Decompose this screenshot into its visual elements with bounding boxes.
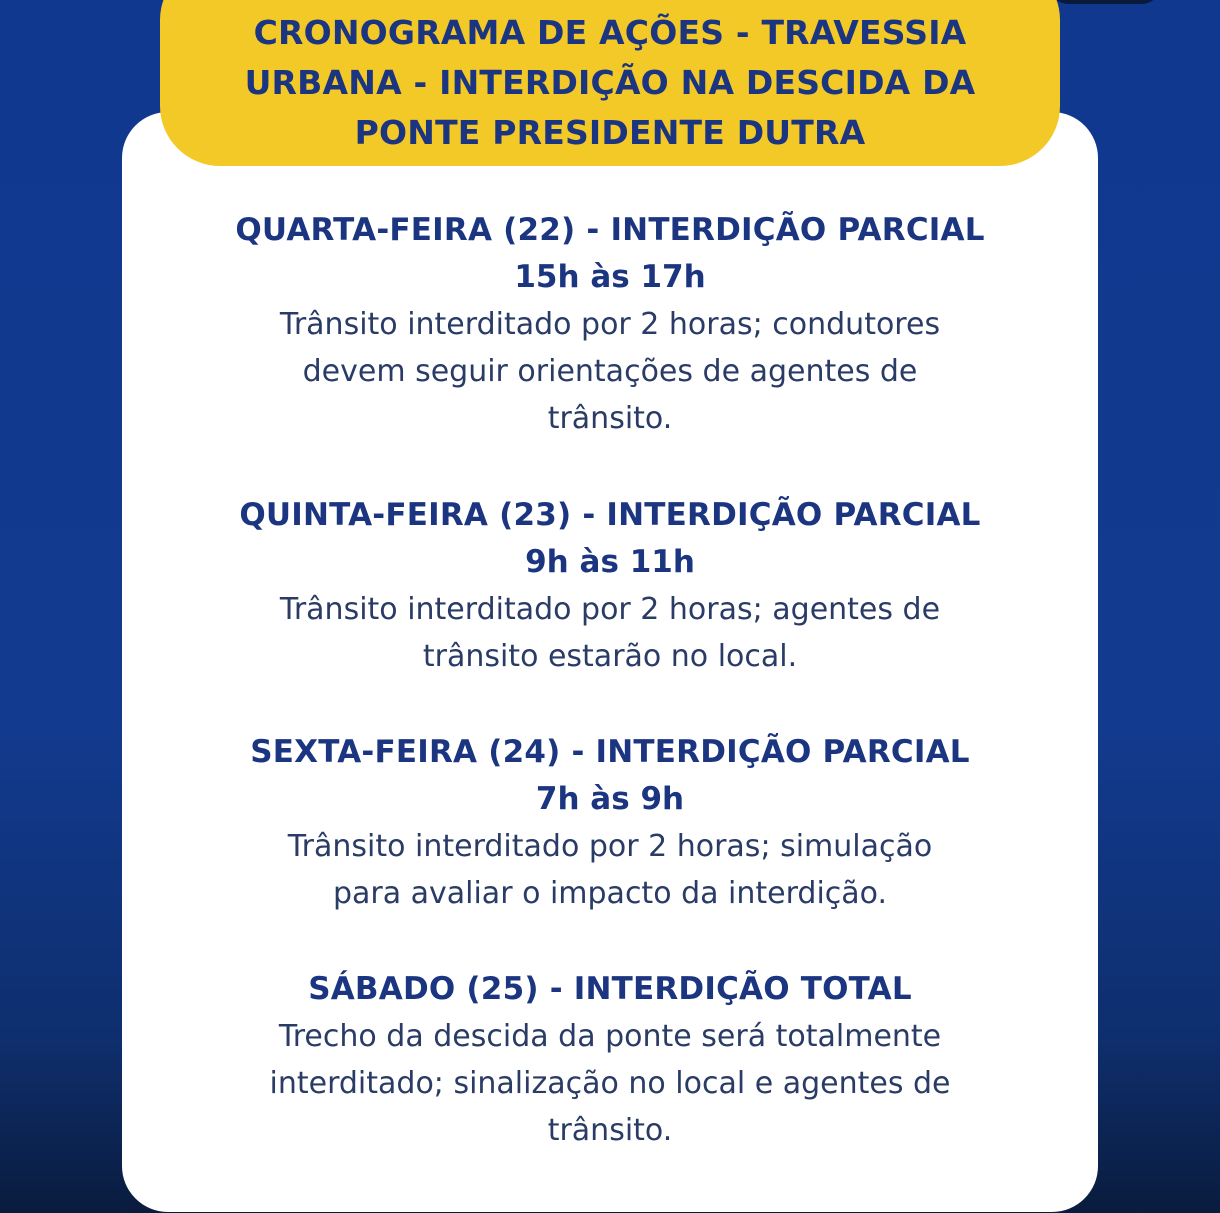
corner-decoration <box>1050 0 1160 4</box>
banner-title-line: CRONOGRAMA DE AÇÕES - TRAVESSIA <box>253 13 967 52</box>
description-line: interditado; sinalização no local e agentes de <box>269 1066 951 1101</box>
schedule-heading: SÁBADO (25) - INTERDIÇÃO TOTAL <box>308 971 912 1007</box>
schedule-heading: QUARTA-FEIRA (22) - INTERDIÇÃO PARCIAL <box>235 212 985 248</box>
banner-title <box>160 8 1060 158</box>
schedule-time: 15h às 17h <box>514 259 706 295</box>
schedule-item-wednesday <box>122 207 1098 442</box>
schedule-item-saturday <box>122 966 1098 1154</box>
description-line: trânsito. <box>547 1113 673 1148</box>
description-line: trânsito. <box>547 401 673 436</box>
description-line: Trânsito interditado por 2 horas; simulação <box>287 829 933 864</box>
schedule-description <box>122 823 1098 917</box>
schedule-heading: SEXTA-FEIRA (24) - INTERDIÇÃO PARCIAL <box>250 734 970 770</box>
banner-title-line: URBANA - INTERDIÇÃO NA DESCIDA DA <box>244 63 976 102</box>
description-line: Trânsito interditado por 2 horas; condutores <box>279 307 941 342</box>
schedule-description <box>122 1013 1098 1154</box>
banner-title-line: PONTE PRESIDENTE DUTRA <box>354 113 866 152</box>
schedule-item-thursday <box>122 492 1098 680</box>
description-line: para avaliar o impacto da interdição. <box>332 876 888 911</box>
title-banner <box>160 0 1060 166</box>
schedule-heading: QUINTA-FEIRA (23) - INTERDIÇÃO PARCIAL <box>239 497 981 533</box>
description-line: Trecho da descida da ponte será totalmente <box>278 1019 942 1054</box>
schedule-description <box>122 301 1098 442</box>
schedule-time: 9h às 11h <box>525 544 695 580</box>
schedule-description <box>122 586 1098 680</box>
schedule-time: 7h às 9h <box>535 781 685 817</box>
description-line: Trânsito interditado por 2 horas; agentes de <box>279 592 941 627</box>
schedule-item-friday <box>122 729 1098 917</box>
description-line: devem seguir orientações de agentes de <box>302 354 918 389</box>
description-line: trânsito estarão no local. <box>422 639 798 674</box>
